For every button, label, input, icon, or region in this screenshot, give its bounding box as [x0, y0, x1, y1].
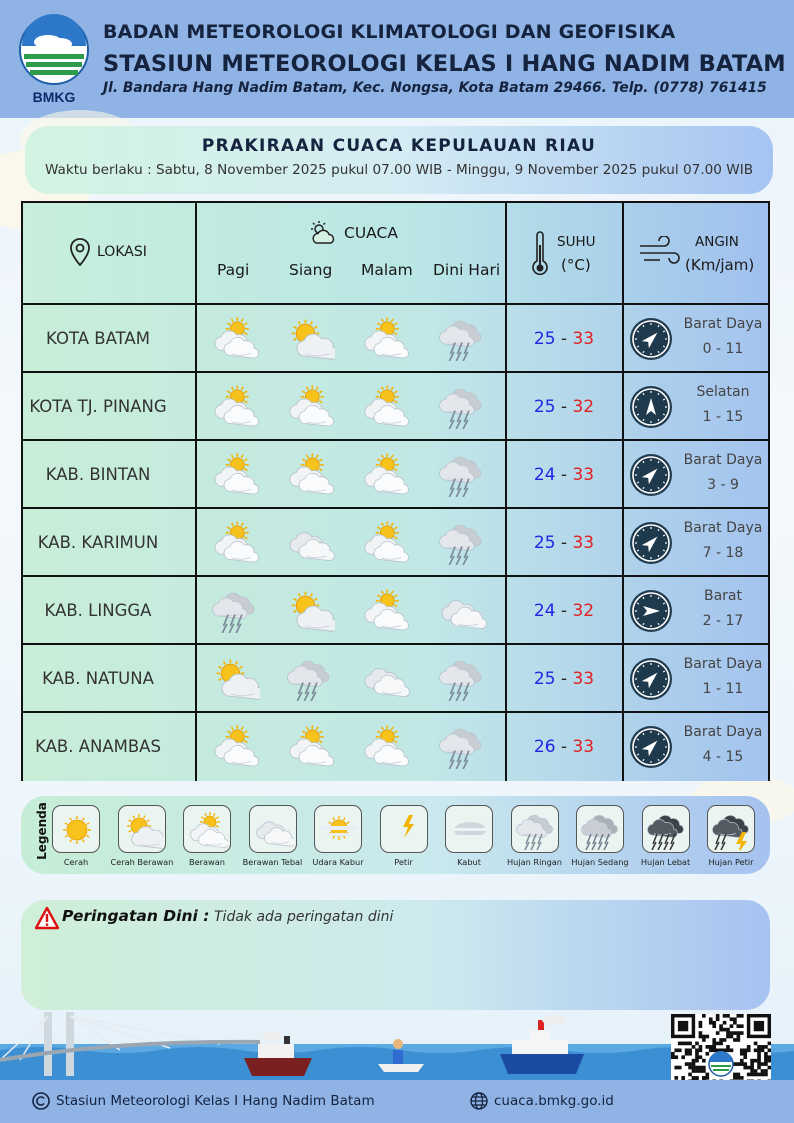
agency-name: BADAN METEOROLOGI KLIMATOLOGI DAN GEOFISIKA	[103, 21, 676, 43]
berawan-icon	[210, 723, 260, 769]
row-temperature: 25 - 32	[533, 397, 595, 417]
berawan-icon	[210, 451, 260, 497]
berawan-icon	[210, 315, 260, 361]
early-warning-label: Peringatan Dini :	[62, 907, 210, 925]
wind-compass-icon	[629, 385, 673, 429]
temp-min: 25	[533, 669, 556, 689]
legend-label: Petir	[394, 857, 413, 867]
temp-max: 33	[572, 533, 595, 553]
cerah-berawan-icon	[285, 315, 335, 361]
hujan-ringan-icon	[511, 805, 559, 853]
wind-compass-icon	[629, 453, 673, 497]
table-row	[23, 305, 768, 373]
temp-max: 33	[572, 329, 595, 349]
validity-period: Waktu berlaku : Sabtu, 8 November 2025 pukul 07.00 WIB - Minggu, 9 November 2025 pukul 07.00 WIB	[44, 162, 754, 178]
temp-min: 25	[533, 533, 556, 553]
row-wind-speed: 3 - 9	[707, 477, 739, 493]
udara-kabur-icon	[314, 805, 362, 853]
table-row	[23, 441, 768, 509]
berawan-tebal-icon	[360, 655, 410, 701]
legend-item	[504, 805, 566, 867]
time-malam: Malam	[361, 261, 413, 279]
row-wind-direction: Selatan	[696, 384, 750, 400]
time-pagi: Pagi	[217, 261, 250, 279]
time-siang: Siang	[289, 261, 333, 279]
berawan-icon	[360, 451, 410, 497]
hujan-ringan-icon	[210, 587, 260, 633]
row-wind-direction: Barat Daya	[683, 656, 763, 672]
weather-legend	[21, 796, 770, 874]
hujan-ringan-icon	[285, 655, 335, 701]
row-wind-direction: Barat Daya	[683, 520, 763, 536]
temp-min: 25	[533, 397, 556, 417]
wind-compass-icon	[629, 589, 673, 633]
wind-compass-icon	[629, 725, 673, 769]
temp-min: 24	[533, 465, 556, 485]
wind-compass-icon	[629, 521, 673, 565]
berawan-icon	[183, 805, 231, 853]
location-label: LOKASI	[97, 244, 147, 260]
legend-item	[111, 805, 173, 867]
berawan-tebal-icon	[285, 519, 335, 565]
hujan-ringan-icon	[437, 723, 487, 769]
legend-item	[45, 805, 107, 867]
row-wind-speed: 0 - 11	[702, 341, 744, 357]
row-temperature: 24 - 32	[533, 601, 595, 621]
legend-item	[569, 805, 631, 867]
legend-label: Hujan Lebat	[640, 857, 691, 867]
copyright-icon	[32, 1092, 50, 1110]
row-location: KAB. KARIMUN	[37, 533, 159, 552]
legend-item	[176, 805, 238, 867]
temp-max: 33	[572, 465, 595, 485]
legend-item	[635, 805, 697, 867]
row-wind-direction: Barat Daya	[683, 724, 763, 740]
legend-item	[373, 805, 435, 867]
forecast-table	[21, 201, 770, 781]
legend-label: Hujan Ringan	[507, 857, 562, 867]
footer-copyright	[32, 1092, 375, 1110]
wind-compass-icon	[629, 657, 673, 701]
early-warning-panel	[21, 900, 770, 1010]
website-link[interactable]: cuaca.bmkg.go.id	[494, 1093, 614, 1109]
thermometer-icon	[531, 231, 549, 277]
table-row	[23, 645, 768, 713]
wind-icon	[638, 236, 682, 270]
row-temperature: 26 - 33	[533, 737, 595, 757]
row-location: KAB. BINTAN	[45, 465, 151, 484]
copyright-text: Stasiun Meteorologi Kelas I Hang Nadim Batam	[56, 1093, 375, 1109]
berawan-icon	[210, 383, 260, 429]
early-warning-text: Tidak ada peringatan dini	[214, 909, 394, 925]
cerah-berawan-icon	[118, 805, 166, 853]
legend-item	[700, 805, 762, 867]
row-temperature: 25 - 33	[533, 329, 595, 349]
weather-label: CUACA	[344, 224, 398, 242]
legend-label: Hujan Petir	[708, 857, 754, 867]
row-wind-speed: 4 - 15	[702, 749, 744, 765]
location-pin-icon	[69, 237, 91, 267]
globe-icon	[470, 1092, 488, 1110]
station-name: STASIUN METEOROLOGI KELAS I HANG NADIM BATAM	[103, 51, 786, 77]
row-wind-direction: Barat Daya	[683, 316, 763, 332]
row-temperature: 25 - 33	[533, 533, 595, 553]
row-wind-direction: Barat	[703, 588, 742, 604]
legend-label: Cerah Berawan	[110, 857, 174, 867]
row-wind-speed: 7 - 18	[702, 545, 744, 561]
temp-max: 33	[572, 737, 595, 757]
berawan-icon	[285, 723, 335, 769]
cerah-icon	[52, 805, 100, 853]
legend-item	[307, 805, 369, 867]
row-location: KAB. LINGGA	[44, 601, 152, 620]
table-row	[23, 509, 768, 577]
berawan-icon	[285, 383, 335, 429]
berawan-icon	[360, 519, 410, 565]
row-wind-speed: 2 - 17	[702, 613, 744, 629]
hujan-ringan-icon	[437, 655, 487, 701]
legend-item	[242, 805, 304, 867]
location-column-header	[69, 237, 147, 267]
weather-column-header	[308, 220, 398, 246]
wind-unit: (Km/jam)	[685, 256, 755, 274]
row-wind-speed: 1 - 11	[702, 681, 744, 697]
legend-label: Hujan Sedang	[571, 857, 629, 867]
row-temperature: 24 - 33	[533, 465, 595, 485]
temp-max: 32	[572, 397, 595, 417]
page-title: PRAKIRAAN CUACA KEPULAUAN RIAU	[201, 136, 597, 156]
kabut-icon	[445, 805, 493, 853]
row-wind-direction: Barat Daya	[683, 452, 763, 468]
footer	[0, 1080, 794, 1123]
legend-label: Kabut	[457, 857, 481, 867]
temp-max: 32	[572, 601, 595, 621]
row-wind-speed: 1 - 15	[702, 409, 744, 425]
legend-label: Udara Kabur	[312, 857, 364, 867]
row-temperature: 25 - 33	[533, 669, 595, 689]
warning-icon	[34, 906, 60, 930]
header-banner	[0, 0, 794, 118]
hujan-ringan-icon	[437, 451, 487, 497]
legend-label: Berawan	[189, 857, 225, 867]
hujan-ringan-icon	[437, 315, 487, 361]
station-address: Jl. Bandara Hang Nadim Batam, Kec. Nongsa, Kota Batam 29466. Telp. (0778) 761415	[103, 80, 767, 96]
berawan-icon	[360, 383, 410, 429]
footer-website[interactable]	[470, 1092, 614, 1110]
table-row	[23, 577, 768, 645]
legend-label: Cerah	[63, 857, 89, 867]
hujan-sedang-icon	[576, 805, 624, 853]
row-location: KAB. ANAMBAS	[35, 737, 161, 756]
legend-title: Legenda	[34, 802, 49, 860]
logo-text: BMKG	[32, 89, 76, 105]
table-row	[23, 373, 768, 441]
wind-compass-icon	[629, 317, 673, 361]
berawan-icon	[210, 519, 260, 565]
table-row	[23, 713, 768, 781]
berawan-tebal-icon	[249, 805, 297, 853]
title-panel	[25, 126, 773, 194]
berawan-tebal-icon	[437, 587, 487, 633]
hujan-ringan-icon	[437, 383, 487, 429]
cerah-berawan-icon	[210, 655, 260, 701]
berawan-icon	[360, 587, 410, 633]
hujan-petir-icon	[707, 805, 755, 853]
temperature-unit: (°C)	[561, 256, 591, 274]
legend-item	[438, 805, 500, 867]
row-location: KOTA BATAM	[46, 329, 150, 348]
cerah-berawan-icon	[285, 587, 335, 633]
petir-icon	[380, 805, 428, 853]
hujan-lebat-icon	[642, 805, 690, 853]
berawan-icon	[285, 451, 335, 497]
partly-cloudy-icon	[308, 220, 338, 246]
time-dini-hari: Dini Hari	[433, 261, 501, 279]
legend-label: Berawan Tebal	[242, 857, 303, 867]
temperature-label: SUHU	[557, 234, 596, 250]
temp-max: 33	[572, 669, 595, 689]
bmkg-logo	[18, 14, 90, 106]
table-header	[23, 203, 768, 305]
berawan-icon	[360, 723, 410, 769]
row-location: KAB. NATUNA	[42, 669, 154, 688]
temp-min: 26	[533, 737, 556, 757]
temp-min: 24	[533, 601, 556, 621]
row-location: KOTA TJ. PINANG	[29, 397, 167, 416]
temp-min: 25	[533, 329, 556, 349]
wind-label: ANGIN	[695, 234, 739, 250]
hujan-ringan-icon	[437, 519, 487, 565]
berawan-icon	[360, 315, 410, 361]
